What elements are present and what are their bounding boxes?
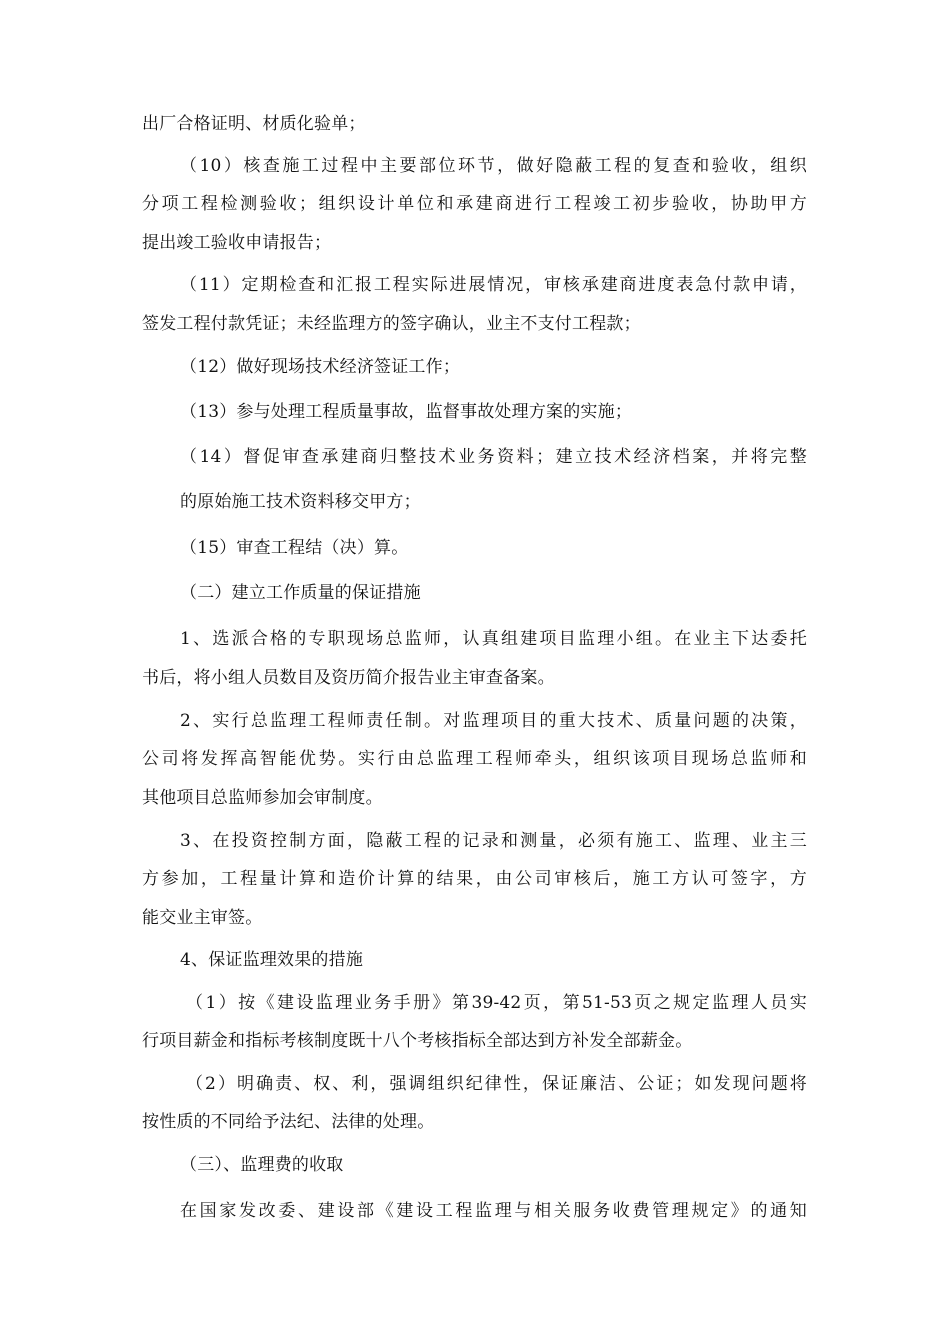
text-line: 其他项目总监师参加会审制度。 [142,788,383,808]
text-line: 行项目薪金和指标考核制度既十八个考核指标全部达到方补发全部薪金。 [142,1031,693,1051]
section-heading: （二）建立工作质量的保证措施 [180,583,421,603]
text-line: （13）参与处理工程质量事故，监督事故处理方案的实施； [180,402,633,422]
text-line: 签发工程付款凭证；未经监理方的签字确认，业主不支付工程款； [142,314,641,334]
text-line: 公司将发挥高智能优势。实行由总监理工程师牵头，组织该项目现场总监师和 [142,749,807,769]
text-line: 提出竣工验收申请报告； [142,233,332,253]
text-line: 能交业主审签。 [142,908,263,928]
text-line: （15）审查工程结（决）算。 [180,538,409,558]
text-line: 3、在投资控制方面，隐蔽工程的记录和测量，必须有施工、监理、业主三 [180,831,807,851]
text-line: （14）督促审查承建商归整技术业务资料；建立技术经济档案，并将完整 [180,447,807,467]
text-line: （1）按《建设监理业务手册》第39-42页，第51-53页之规定监理人员实 [186,993,807,1013]
text-line: 出厂合格证明、材质化验单； [142,114,366,134]
text-line: （12）做好现场技术经济签证工作； [180,357,461,377]
text-line: 分项工程检测验收；组织设计单位和承建商进行工程竣工初步验收，协助甲方 [142,194,807,214]
text-line: （11）定期检查和汇报工程实际进展情况，审核承建商进度表急付款申请， [180,275,807,295]
section-heading: 4、保证监理效果的措施 [180,950,364,970]
text-line: 2、实行总监理工程师责任制。对监理项目的重大技术、质量问题的决策， [180,711,807,731]
text-line: （2）明确责、权、利，强调组织纪律性，保证廉洁、公证；如发现问题将 [186,1074,807,1094]
text-line: 在国家发改委、建设部《建设工程监理与相关服务收费管理规定》的通知 [180,1201,807,1221]
text-line: 1、选派合格的专职现场总监师，认真组建项目监理小组。在业主下达委托 [180,629,807,649]
text-line: 方参加，工程量计算和造价计算的结果，由公司审核后，施工方认可签字，方 [142,869,807,889]
text-line: （10）核查施工过程中主要部位环节，做好隐蔽工程的复查和验收，组织 [180,156,807,176]
text-line: 按性质的不同给予法纪、法律的处理。 [142,1112,435,1132]
text-line: 的原始施工技术资料移交甲方； [180,492,421,512]
section-heading: （三）、监理费的收取 [180,1155,344,1175]
text-line: 书后，将小组人员数目及资历简介报告业主审查备案。 [142,668,555,688]
